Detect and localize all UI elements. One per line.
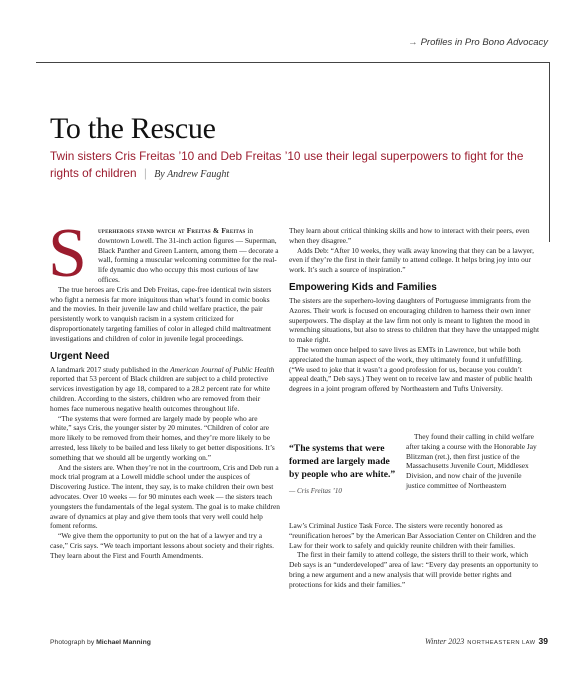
frame-right-rule (549, 62, 550, 242)
lead-rest: in downtown Lowell. The 31-inch action figures — Superman, Black Panther and Green Lantern, among them — decorate a wall, forming a muscular welcoming committee for the real-life dynamic duo who occupy this most curious of law offices. (98, 226, 279, 284)
subtitle-text: Twin sisters Cris Freitas ’10 and Deb Freitas ’10 use their legal superpowers to fight for the rights of children (50, 149, 524, 180)
column-right-bottom (289, 521, 539, 590)
heading-empowering: Empowering Kids and Families (289, 281, 437, 293)
pull-quote-attribution: — Cris Freitas ’10 (289, 487, 342, 495)
column-right (289, 226, 539, 394)
urgent-text-pre: A landmark 2017 study published in the (50, 364, 171, 374)
photo-credit (50, 639, 151, 646)
photo-credit-prefix: Photograph by (50, 639, 97, 646)
body-paragraph: The first in their family to attend college, the sisters thrill to their work, which Deb says is an “underdeveloped” area of law: “Every day presents an opportunity to bring a new argument and a new analysis that will provide better rights and protections for kids and their families.” (289, 550, 538, 589)
publication-name: NORTHEASTERN LAW (467, 640, 536, 646)
issue-season: Winter 2023 (424, 637, 465, 646)
frame-top-rule (36, 62, 550, 63)
pull-quote-text: “The systems that were formed are largely made by people who are white.” (289, 443, 396, 480)
body-paragraph: The true heroes are Cris and Deb Freitas, cape-free identical twin sisters who fight a nemesis far more iniquitous than what’s found in comic books and the movies. In their juvenile law and child welfare practice, the pair persistently work to vanquish racism in a system criticized for disproportionately targeting families of color in alleged child maltreatment investigations and children of color in juvenile legal proceedings. (50, 284, 272, 343)
body-paragraph (50, 365, 280, 414)
body-paragraph: The sisters are the superhero-loving daughters of Portuguese immigrants from the Azores. Their work is focused on encouraging children to harness their own inner superpowers. The display at the law firm not only is meant to lighten the mood in wrenching situations, but also to stress to children that they have the untapped might to make right. (289, 295, 540, 345)
byline: By Andrew Faught (154, 169, 230, 180)
column-right-wrap (406, 432, 539, 491)
body-paragraph: Law’s Criminal Justice Task Force. The sisters were recently honored as “reunification heroes” by the American Bar Association Center on Children and the Law for their work to safely and quickly reunite children with their families. (289, 521, 536, 550)
pull-quote (289, 442, 399, 495)
body-paragraph: They found their calling in child welfare after taking a course with the Honorable Jay Blitzman (ret.), then first justice of the Massachusetts Juvenile Court, Middlesex Division, and now chair of the juvenile justice committee of Northeastern (406, 432, 537, 490)
urgent-text-post: reported that 53 percent of Black children are subject to a child protective services investigation by age 18, compared to a 28.2 percent rate for white children. According to the sisters, children who are removed from their homes face numerous negative health outcomes throughout life. (50, 374, 270, 413)
column-left (48, 215, 280, 561)
journal-name: American Journal of Public Health (170, 364, 275, 374)
page-footer (425, 636, 548, 646)
photographer-name: Michael Manning (96, 639, 151, 646)
section-label-text: Profiles in Pro Bono Advocacy (420, 37, 548, 48)
drop-cap: S (48, 215, 87, 292)
subtitle-separator: | (143, 166, 147, 180)
body-paragraph: “We give them the opportunity to put on the hat of a lawyer and try a case,” Cris says. “We teach important lessons about society and their rights. They learn about the First and Fourth Amendments. (50, 531, 274, 560)
heading-urgent-need: Urgent Need (50, 350, 110, 362)
body-paragraph: And the sisters are. When they’re not in the courtroom, Cris and Deb run a mock trial program at a Lowell middle school under the auspices of Discovering Justice. The intent, they say, is to make children their own best advocates. Over 10 weeks — for 90 minutes each week — the sisters teach youngsters the fundamentals of the legal system. The goal is to make children aware of dynamics at play and give them tools that very well could help foment reforms. (50, 462, 280, 531)
article-title: To the Rescue (50, 112, 216, 145)
body-paragraph: They learn about critical thinking skills and how to interact with their peers, even when they disagree.” (289, 226, 530, 245)
article-subtitle (50, 148, 540, 183)
body-paragraph: The women once helped to save lives as EMTs in Lawrence, but while both appreciated the human aspect of the work, they ultimately found it unfulfilling. (“We used to joke that it wasn’t a good profession for us, because you couldn’t appeal death,” Deb says.) They went on to receive law and master of public health degrees in a joint program offered by Northeastern and Tufts University. (289, 344, 533, 394)
arrow-right-icon: → (408, 37, 418, 48)
page-number: 39 (538, 636, 548, 646)
body-paragraph: Adds Deb: “After 10 weeks, they walk away knowing that they can be a lawyer, even if they’re the first in their family to attend college. It helps bring joy into our work. It’s such a source of inspiration.” (289, 245, 534, 275)
body-paragraph: “The systems that were formed are largely made by people who are white,” says Cris, the younger sister by 20 minutes. “Children of color are more likely to be removed from their homes, and they’re more likely to be arrested, less likely to be bailed and less likely to get better dispositions. It’s something that we should all be urgently working on.” (50, 413, 275, 462)
lead-smallcaps: uperheroes stand watch at Freitas & Freitas (98, 226, 246, 235)
lead-paragraph (48, 215, 280, 292)
section-label (408, 37, 548, 48)
